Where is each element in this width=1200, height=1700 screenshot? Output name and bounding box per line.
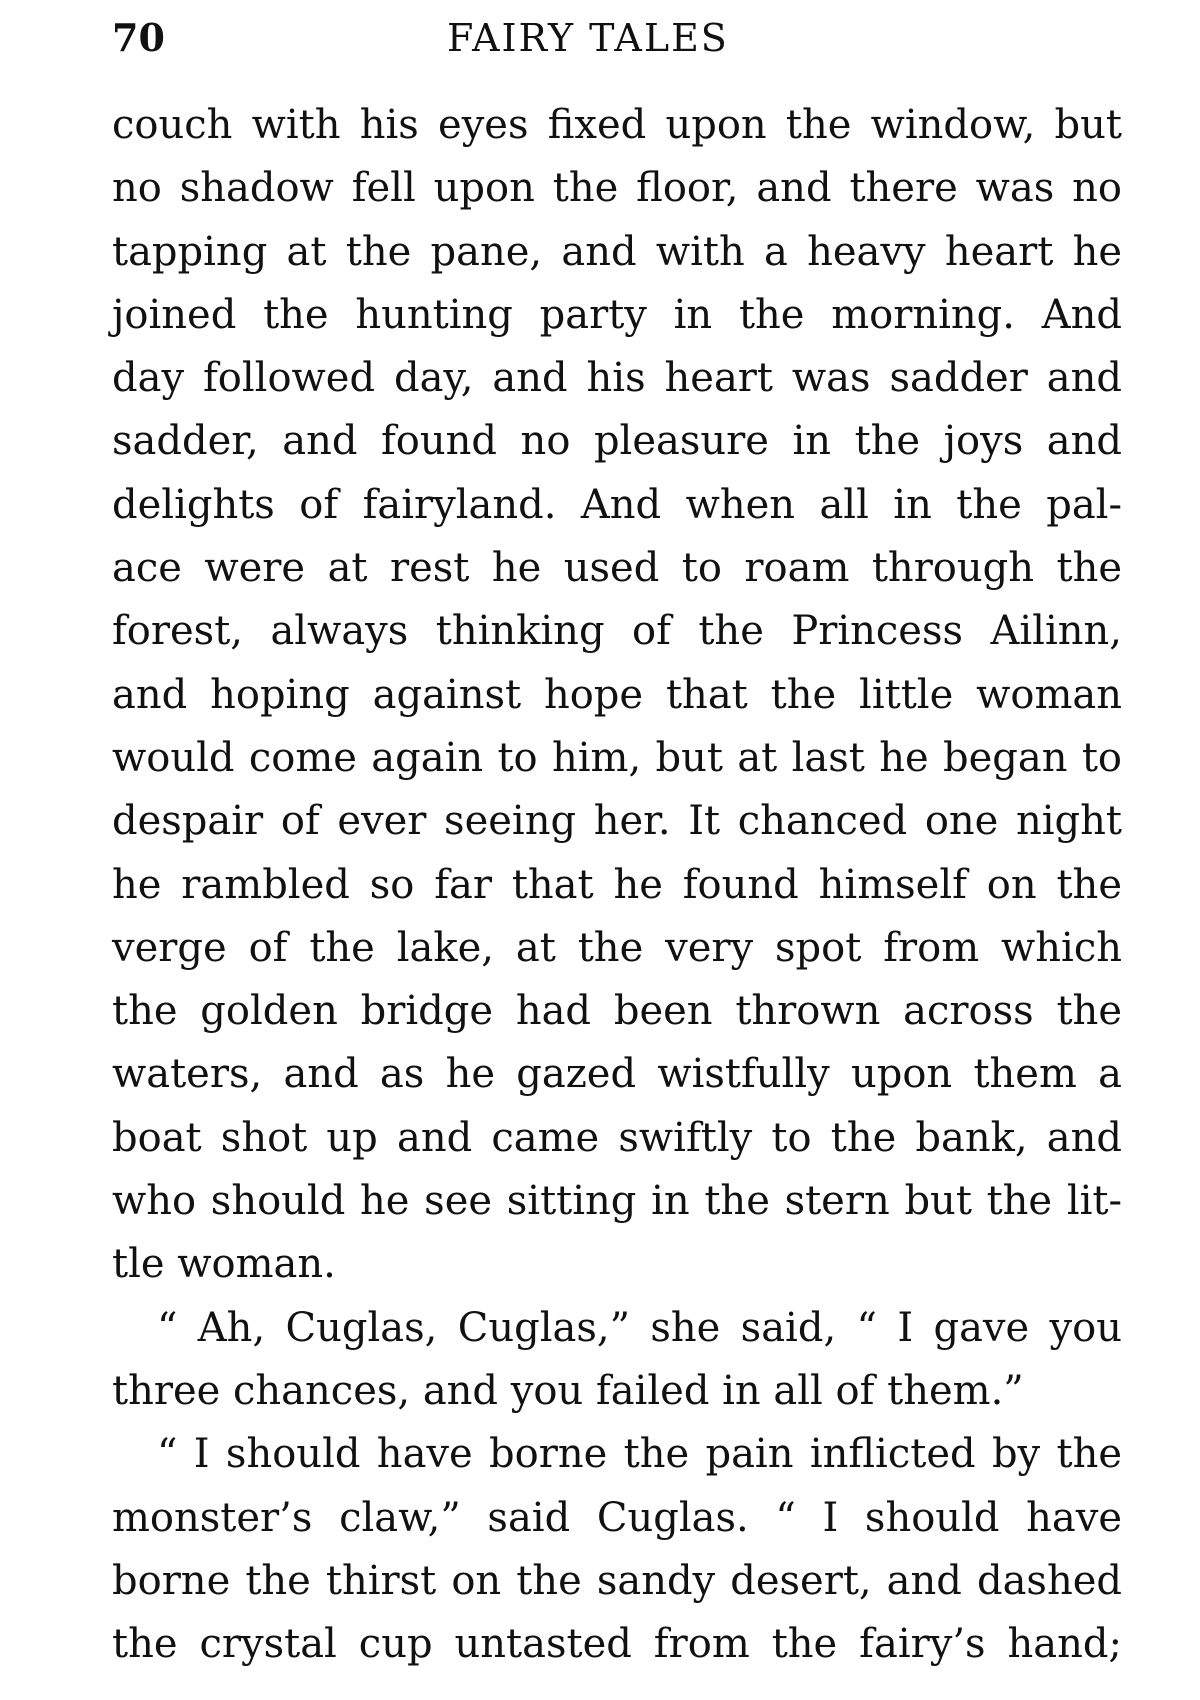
text-line: borne the thirst on the sandy desert, and dashed [112,1557,1122,1604]
text-line: “ Ah, Cuglas, Cuglas,” she said, “ I gave you [157,1304,1122,1351]
text-line: who should he see sitting in the stern but the lit- [112,1178,1122,1225]
text-line: day followed day, and his heart was sadder and [112,355,1122,402]
text-line: and hoping against hope that the little woman [112,671,1122,718]
body-text [112,94,1122,1676]
text-line: joined the hunting party in the morning. And [112,291,1122,338]
text-line: monster’s claw,” said Cuglas. “ I should have [112,1494,1122,1541]
text-line: no shadow fell upon the floor, and there was no [112,165,1122,212]
text-line: delights of fairyland. And when all in the pal- [112,481,1122,528]
text-line: he rambled so far that he found himself on the [112,861,1122,908]
text-line: verge of the lake, at the very spot from which [112,924,1122,971]
text-line: ace were at rest he used to roam through the [112,545,1122,592]
page-number: 70 [112,15,165,60]
text-line: couch with his eyes fixed upon the window, but [112,102,1122,148]
text-line: sadder, and found no pleasure in the joys and [112,418,1122,465]
text-line: three chances, and you failed in all of them.” [112,1367,1024,1414]
page-header [112,14,1122,62]
text-line: boat shot up and came swiftly to the bank, and [112,1114,1122,1161]
text-line: tle woman. [112,1241,336,1288]
running-title: FAIRY TALES [447,16,729,60]
text-line: “ I should have borne the pain inflicted by the [157,1431,1122,1478]
text-line: the golden bridge had been thrown across the [112,988,1122,1035]
text-line: tapping at the pane, and with a heavy heart he [112,228,1122,275]
text-line: waters, and as he gazed wistfully upon them a [112,1051,1122,1098]
text-line: the crystal cup untasted from the fairy’s hand; [112,1621,1122,1668]
text-line: forest, always thinking of the Princess Ailinn, [112,608,1122,655]
text-line: despair of ever seeing her. It chanced one night [112,798,1122,845]
text-line: would come again to him, but at last he began to [112,734,1122,781]
